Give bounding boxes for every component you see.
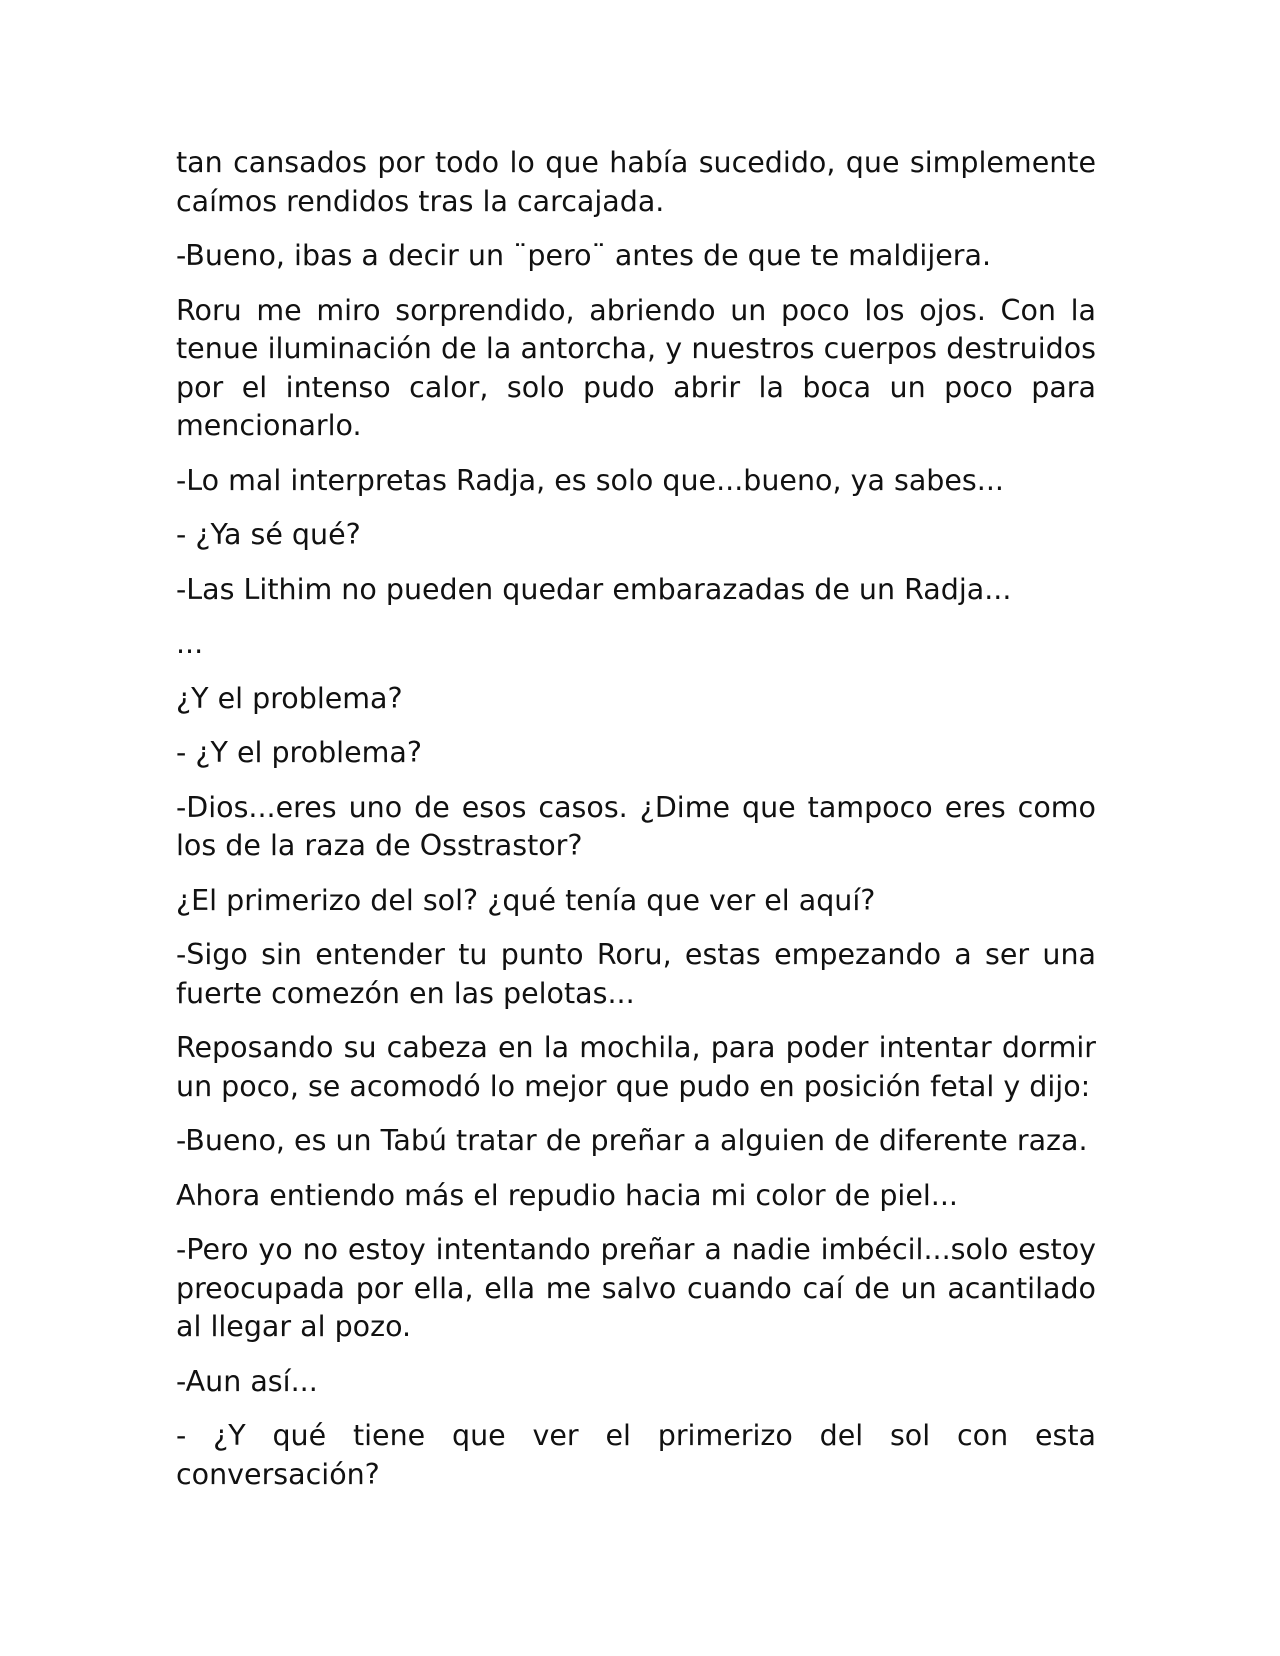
- paragraph: -Bueno, ibas a decir un ¨pero¨ antes de que te maldijera.: [176, 239, 992, 272]
- document-page: [176, 144, 1096, 1510]
- paragraph: - ¿Y el problema?: [176, 736, 422, 769]
- paragraph: -Dios...eres uno de esos casos. ¿Dime que tampoco eres como los de la raza de Osstrastor?: [176, 790, 1096, 862]
- paragraph: -Las Lithim no pueden quedar embarazadas de un Radja...: [176, 572, 1012, 606]
- paragraph: Reposando su cabeza en la mochila, para poder intentar dormir un poco, se acomodó lo mejor que pudo en posición fetal y dijo:: [176, 1031, 1096, 1103]
- paragraph: -Sigo sin entender tu punto Roru, estas empezando a ser una fuerte comezón en las pelotas...: [176, 938, 1096, 1010]
- paragraph: - ¿Y qué tiene que ver el primerizo del sol con esta conversación?: [176, 1419, 1096, 1491]
- paragraph: -Lo mal interpretas Radja, es solo que...bueno, ya sabes...: [176, 463, 1004, 497]
- paragraph: tan cansados por todo lo que había sucedido, que simplemente caímos rendidos tras la carcajada.: [176, 146, 1096, 218]
- paragraph: ¿Y el problema?: [176, 681, 403, 715]
- paragraph: -Aun así...: [176, 1364, 318, 1398]
- paragraph: ...: [176, 627, 204, 660]
- paragraph: Roru me miro sorprendido, abriendo un poco los ojos. Con la tenue iluminación de la antorcha, y nuestros cuerpos destruidos por el intenso calor, solo pudo abrir la boca un poco para mencionarlo.: [176, 293, 1096, 442]
- paragraph: Ahora entiendo más el repudio hacia mi color de piel...: [176, 1178, 958, 1212]
- paragraph: ¿El primerizo del sol? ¿qué tenía que ver el aquí?: [176, 883, 876, 917]
- paragraph: -Bueno, es un Tabú tratar de preñar a alguien de diferente raza.: [176, 1124, 1088, 1157]
- paragraph: -Pero yo no estoy intentando preñar a nadie imbécil...solo estoy preocupada por ella, ella me salvo cuando caí de un acantilado al llegar al pozo.: [176, 1233, 1096, 1343]
- paragraph: - ¿Ya sé qué?: [176, 518, 361, 551]
